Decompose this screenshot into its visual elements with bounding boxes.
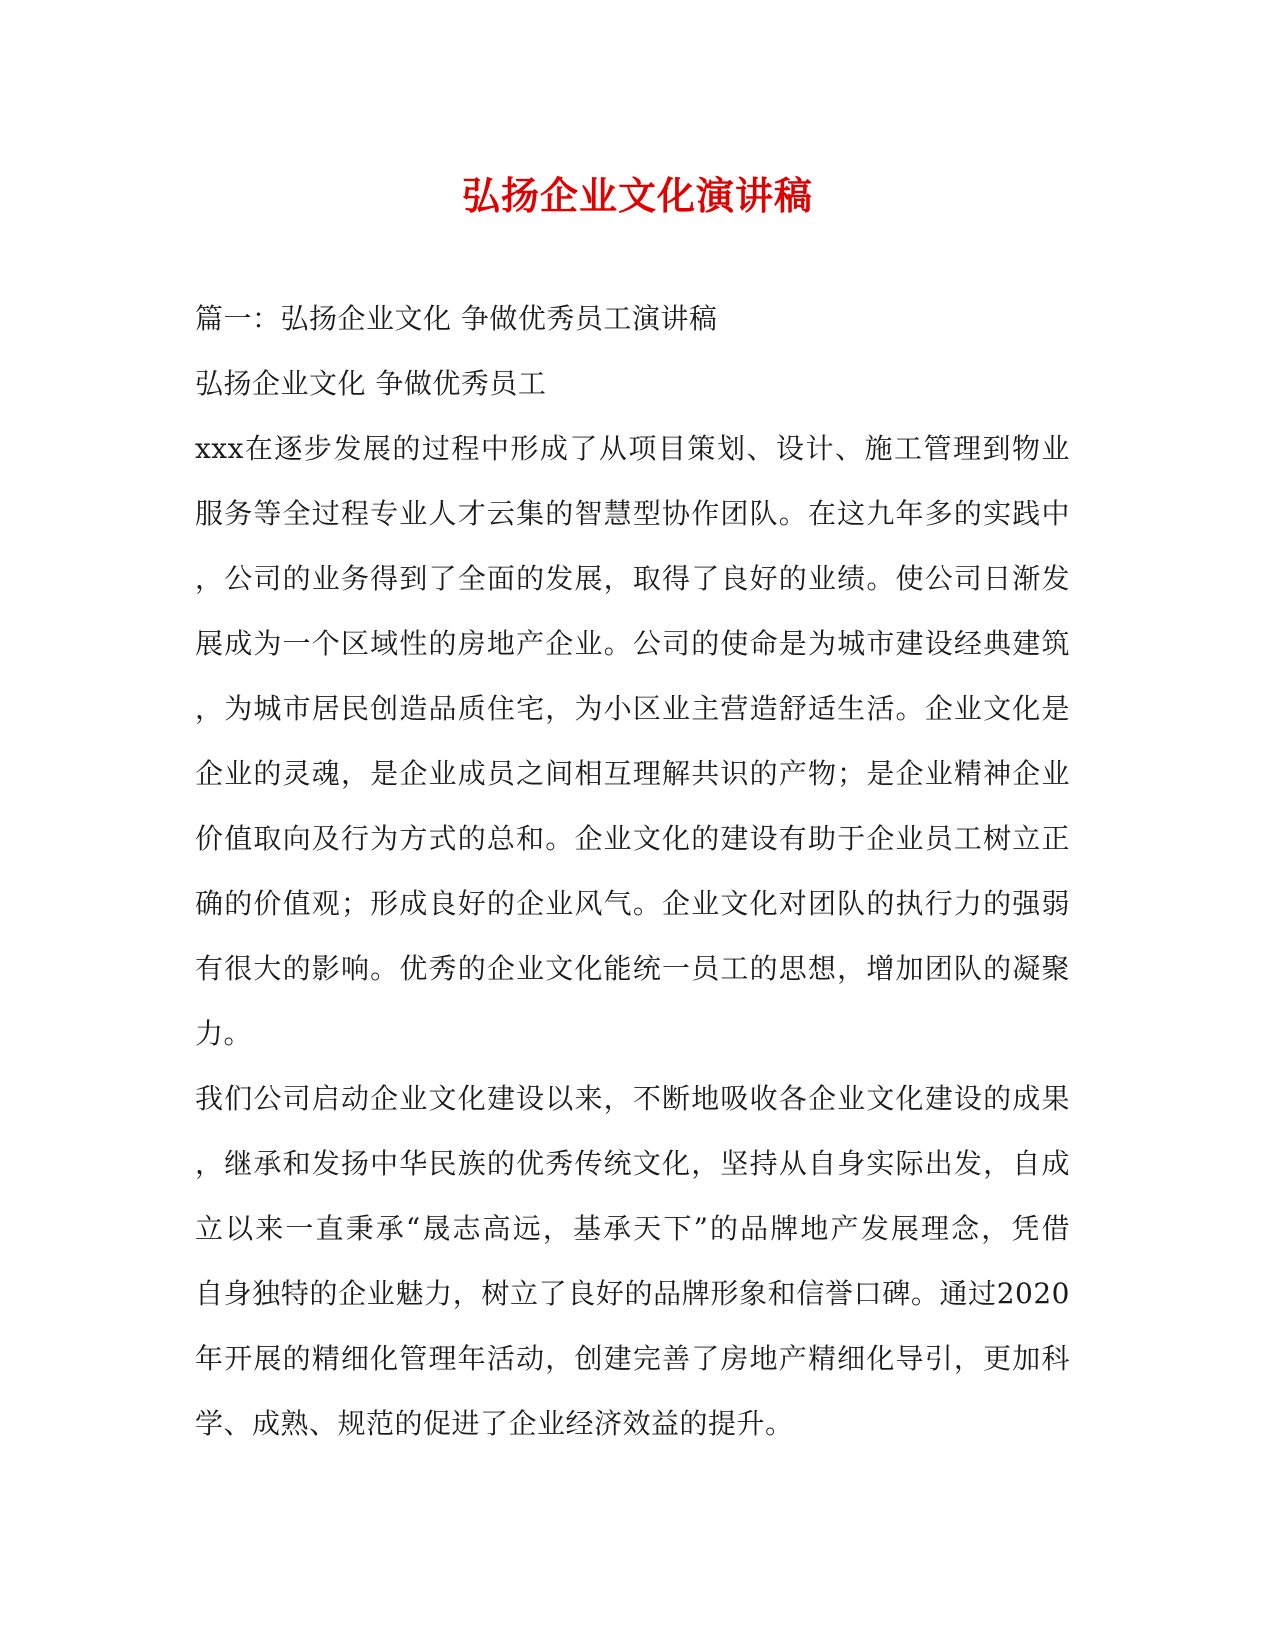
paragraph-line: 确的价值观；形成良好的企业风气。企业文化对团队的执行力的强弱: [195, 887, 1070, 920]
paragraph-line: 我们公司启动企业文化建设以来，不断地吸收各企业文化建设的成果: [195, 1082, 1070, 1115]
section-heading: 篇一：弘扬企业文化 争做优秀员工演讲稿: [195, 302, 718, 335]
paragraph-line: 力。: [195, 1017, 253, 1050]
paragraph-line: ，为城市居民创造品质住宅，为小区业主营造舒适生活。企业文化是: [195, 692, 1070, 725]
document-body: [195, 286, 1070, 1456]
paragraph-line: 立以来一直秉承“晟志高远，基承天下”的品牌地产发展理念，凭借: [195, 1212, 1070, 1245]
document-title: 弘扬企业文化演讲稿: [461, 173, 813, 218]
paragraph-line: ，继承和发扬中华民族的优秀传统文化，坚持从自身实际出发，自成: [195, 1147, 1070, 1180]
paragraph-line: 学、成熟、规范的促进了企业经济效益的提升。: [195, 1407, 794, 1440]
paragraph-line: 展成为一个区域性的房地产企业。公司的使命是为城市建设经典建筑: [195, 627, 1070, 660]
paragraph-line: 有很大的影响。优秀的企业文化能统一员工的思想，增加团队的凝聚: [195, 952, 1070, 985]
paragraph-line: 价值取向及行为方式的总和。企业文化的建设有助于企业员工树立正: [195, 822, 1070, 855]
paragraph-line: 服务等全过程专业人才云集的智慧型协作团队。在这九年多的实践中: [195, 497, 1070, 530]
paragraph-line: 自身独特的企业魅力，树立了良好的品牌形象和信誉口碑。通过2020: [195, 1277, 1070, 1310]
paragraph-line: 年开展的精细化管理年活动，创建完善了房地产精细化导引，更加科: [195, 1342, 1070, 1375]
paragraph-line: ，公司的业务得到了全面的发展，取得了良好的业绩。使公司日渐发: [195, 562, 1070, 595]
paragraph-line: 企业的灵魂，是企业成员之间相互理解共识的产物；是企业精神企业: [195, 757, 1070, 790]
paragraph-line: xxx在逐步发展的过程中形成了从项目策划、设计、施工管理到物业: [195, 432, 1070, 465]
subheading: 弘扬企业文化 争做优秀员工: [195, 367, 547, 400]
